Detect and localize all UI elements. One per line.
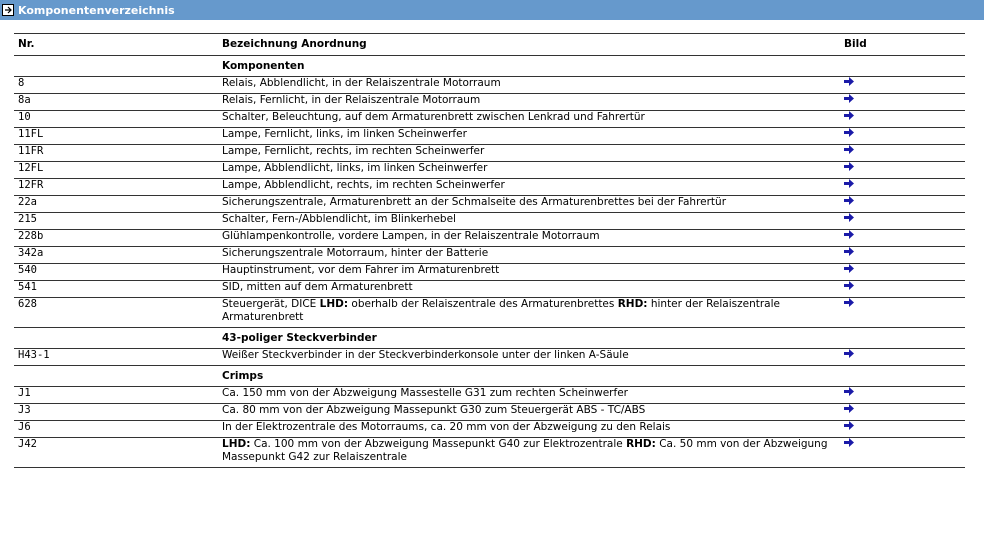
table-row [14,111,965,128]
table-row [14,264,965,281]
row-nr: 11FL [14,128,218,145]
row-desc: SID, mitten auf dem Armaturenbrett [218,281,840,298]
bild-link[interactable] [840,179,965,196]
bild-link[interactable] [840,298,965,328]
row-desc: Hauptinstrument, vor dem Fahrer im Armaturenbrett [218,264,840,281]
bild-link[interactable] [840,196,965,213]
table-row [14,281,965,298]
arrow-right-icon[interactable] [844,213,854,222]
row-nr: 541 [14,281,218,298]
row-desc: Ca. 80 mm von der Abzweigung Massepunkt G30 zum Steuergerät ABS - TC/ABS [218,404,840,421]
table-row [14,230,965,247]
row-nr: 12FL [14,162,218,179]
row-desc: Lampe, Fernlicht, links, im linken Scheinwerfer [218,128,840,145]
row-nr: 228b [14,230,218,247]
row-desc: Ca. 150 mm von der Abzweigung Massestelle G31 zum rechten Scheinwerfer [218,387,840,404]
row-desc: Schalter, Beleuchtung, auf dem Armaturenbrett zwischen Lenkrad und Fahrertür [218,111,840,128]
table-row [14,387,965,404]
table-row [14,162,965,179]
row-nr: 22a [14,196,218,213]
row-desc: In der Elektrozentrale des Motorraums, ca. 20 mm von der Abzweigung zu den Relais [218,421,840,438]
arrow-right-icon[interactable] [844,387,854,396]
arrow-right-icon[interactable] [844,264,854,273]
arrow-right-icon[interactable] [844,111,854,120]
row-desc: Glühlampenkontrolle, vordere Lampen, in der Relaiszentrale Motorraum [218,230,840,247]
row-desc: Schalter, Fern-/Abblendlicht, im Blinkerhebel [218,213,840,230]
desc-part: oberhalb der Relaiszentrale des Armaturenbrettes [348,298,618,310]
arrow-right-icon[interactable] [844,247,854,256]
arrow-right-icon[interactable] [844,421,854,430]
row-desc: Sicherungszentrale Motorraum, hinter der Batterie [218,247,840,264]
section-row-steckverbinder [14,328,965,349]
table-row [14,404,965,421]
table-row [14,77,965,94]
bild-link[interactable] [840,162,965,179]
arrow-right-icon[interactable] [844,281,854,290]
bild-link[interactable] [840,128,965,145]
bild-link[interactable] [840,94,965,111]
row-desc: Relais, Fernlicht, in der Relaiszentrale Motorraum [218,94,840,111]
table-row [14,438,965,468]
bild-link[interactable] [840,387,965,404]
arrow-right-icon[interactable] [844,298,854,307]
row-nr: 215 [14,213,218,230]
row-desc: Lampe, Abblendlicht, rechts, im rechten Scheinwerfer [218,179,840,196]
table-row [14,298,965,328]
row-nr: 12FR [14,179,218,196]
column-header-bild: Bild [840,34,965,56]
table-row [14,128,965,145]
bild-link[interactable] [840,404,965,421]
arrow-right-icon[interactable] [844,230,854,239]
rhd-label: RHD: [617,298,648,310]
arrow-right-icon[interactable] [844,128,854,137]
bild-link[interactable] [840,438,965,468]
bild-link[interactable] [840,264,965,281]
component-table [14,33,965,468]
table-row [14,213,965,230]
arrow-right-icon[interactable] [844,179,854,188]
table-row [14,145,965,162]
section-row-komponenten [14,56,965,77]
document-icon[interactable] [2,4,14,16]
table-row [14,247,965,264]
table-row [14,196,965,213]
arrow-right-icon[interactable] [844,94,854,103]
row-desc: Lampe, Abblendlicht, links, im linken Scheinwerfer [218,162,840,179]
row-nr: 540 [14,264,218,281]
table-row [14,421,965,438]
row-desc: Lampe, Fernlicht, rechts, im rechten Scheinwerfer [218,145,840,162]
arrow-right-icon[interactable] [844,196,854,205]
bild-link[interactable] [840,281,965,298]
arrow-right-icon[interactable] [844,438,854,447]
bild-link[interactable] [840,213,965,230]
row-nr: J1 [14,387,218,404]
bild-link[interactable] [840,111,965,128]
bild-link[interactable] [840,77,965,94]
column-header-desc: Bezeichnung Anordnung [218,34,840,56]
row-desc: Relais, Abblendlicht, in der Relaiszentrale Motorraum [218,77,840,94]
bild-link[interactable] [840,230,965,247]
row-desc: Weißer Steckverbinder in der Steckverbinderkonsole unter der linken A-Säule [218,349,840,366]
lhd-label: LHD: [222,438,251,450]
window-titlebar [0,0,984,20]
row-desc [218,438,840,468]
table-row [14,179,965,196]
desc-part: Ca. 50 mm von der Abzweigung Massepunkt G42 zur Relaiszentrale [222,438,828,463]
bild-link[interactable] [840,421,965,438]
section-row-crimps [14,366,965,387]
arrow-right-icon[interactable] [844,77,854,86]
arrow-right-icon[interactable] [844,349,854,358]
desc-part: hinter der Relaiszentrale Armaturenbrett [222,298,780,323]
row-desc [218,298,840,328]
arrow-right-icon[interactable] [844,404,854,413]
row-nr: J42 [14,438,218,468]
desc-part: Steuergerät, DICE [222,298,320,310]
table-header-row [14,34,965,56]
row-nr: 628 [14,298,218,328]
lhd-label: LHD: [319,298,349,310]
row-desc: Sicherungszentrale, Armaturenbrett an der Schmalseite des Armaturenbrettes bei der Fahrertür [218,196,840,213]
row-nr: 10 [14,111,218,128]
row-nr: 8 [14,77,218,94]
arrow-right-icon[interactable] [844,162,854,171]
bild-link[interactable] [840,145,965,162]
table-row [14,349,965,366]
section-title: Komponenten [218,56,840,77]
row-nr: 8a [14,94,218,111]
table-row [14,94,965,111]
bild-link[interactable] [840,247,965,264]
arrow-right-icon[interactable] [844,145,854,154]
row-nr: 342a [14,247,218,264]
column-header-nr: Nr. [14,34,218,56]
bild-link[interactable] [840,349,965,366]
row-nr: J3 [14,404,218,421]
row-nr: H43-1 [14,349,218,366]
row-nr: J6 [14,421,218,438]
rhd-label: RHD: [626,438,656,450]
row-nr: 11FR [14,145,218,162]
window-title: Komponentenverzeichnis [18,3,175,17]
section-title: Crimps [218,366,840,387]
desc-part: Ca. 100 mm von der Abzweigung Massepunkt G40 zur Elektrozentrale [250,438,627,450]
section-title: 43-poliger Steckverbinder [218,328,840,349]
